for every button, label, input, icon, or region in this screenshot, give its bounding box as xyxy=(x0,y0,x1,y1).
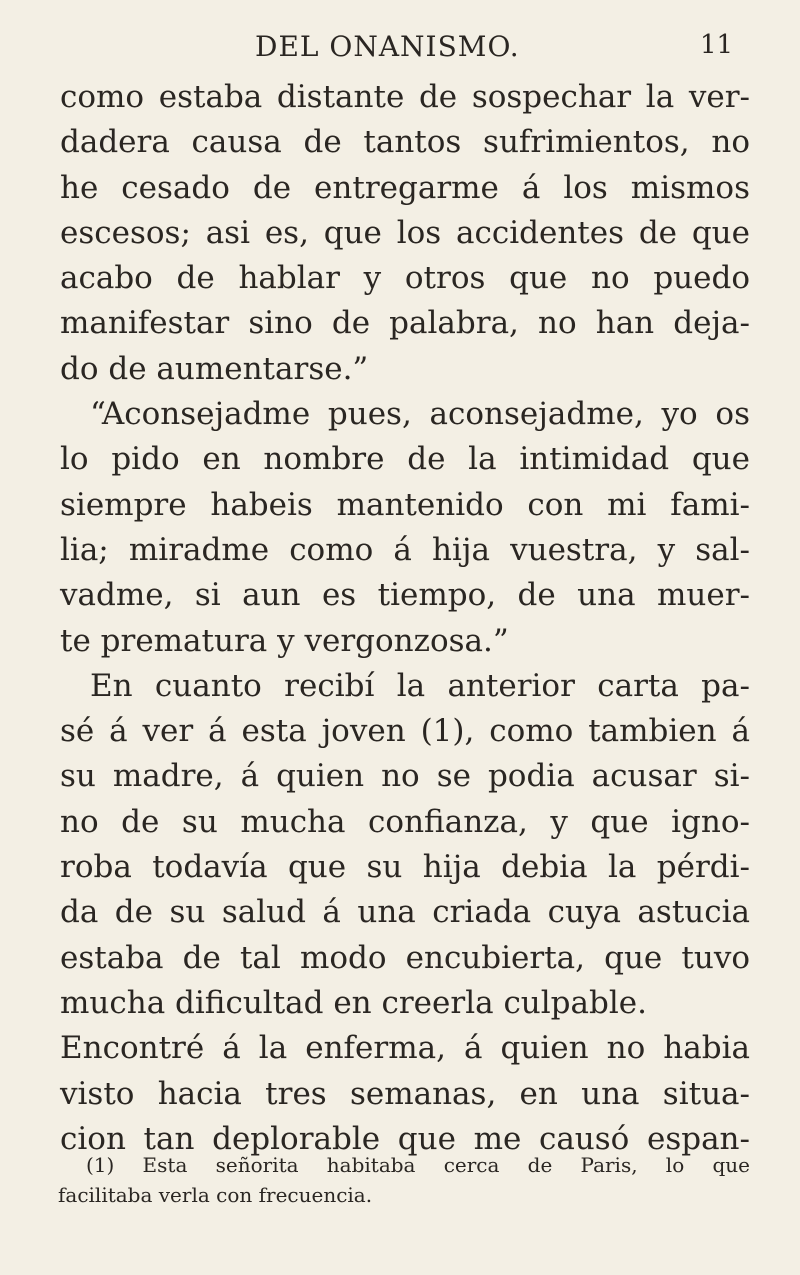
text-line: te prematura y vergonzosa.” xyxy=(60,622,509,659)
page-number: 11 xyxy=(700,30,734,60)
text-line: acabo de hablar y otros que no puedo xyxy=(60,260,750,297)
text-line: do de aumentarse.” xyxy=(60,350,369,387)
text-line: no de su mucha confianza, y que igno- xyxy=(60,803,750,840)
text-line: En cuanto recibí la anterior carta pa- xyxy=(90,667,750,704)
running-header xyxy=(0,30,800,70)
text-line: dadera causa de tantos sufrimientos, no xyxy=(60,124,750,161)
text-line: da de su salud á una criada cuya astucia xyxy=(60,894,750,931)
text-line: manifestar sino de palabra, no han deja- xyxy=(60,305,750,342)
text-line: “Aconsejadme pues, aconsejadme, yo os xyxy=(90,396,750,433)
text-line: cion tan deplorable que me causó espan- xyxy=(60,1120,750,1157)
text-line: sé á ver á esta joven (1), como tambien á xyxy=(60,713,750,750)
footnote-line: facilitaba verla con frecuencia. xyxy=(58,1183,373,1207)
body-text xyxy=(60,75,750,1162)
text-line: vadme, si aun es tiempo, de una muer- xyxy=(60,577,750,614)
text-line: como estaba distante de sospechar la ver- xyxy=(60,79,750,115)
footnote-line: (1) Esta señorita habitaba cerca de Paris, lo que xyxy=(86,1153,750,1177)
text-line: roba todavía que su hija debia la pérdi- xyxy=(60,849,750,886)
text-line: mucha dificultad en creerla culpable. xyxy=(60,984,647,1021)
text-line: estaba de tal modo encubierta, que tuvo xyxy=(60,939,750,976)
text-line: Encontré á la enferma, á quien no habia xyxy=(60,1030,750,1067)
text-line: siempre habeis mantenido con mi fami- xyxy=(60,486,750,523)
text-line: visto hacia tres semanas, en una situa- xyxy=(60,1075,750,1112)
text-line: escesos; asi es, que los accidentes de que xyxy=(60,214,750,251)
text-line: lo pido en nombre de la intimidad que xyxy=(60,441,750,478)
text-line: he cesado de entregarme á los mismos xyxy=(60,169,750,206)
text-line: lia; miradme como á hija vuestra, y sal- xyxy=(60,531,750,568)
text-line: su madre, á quien no se podia acusar si- xyxy=(60,758,750,795)
running-title: DEL ONANISMO. xyxy=(255,30,520,63)
footnote xyxy=(58,1150,750,1210)
